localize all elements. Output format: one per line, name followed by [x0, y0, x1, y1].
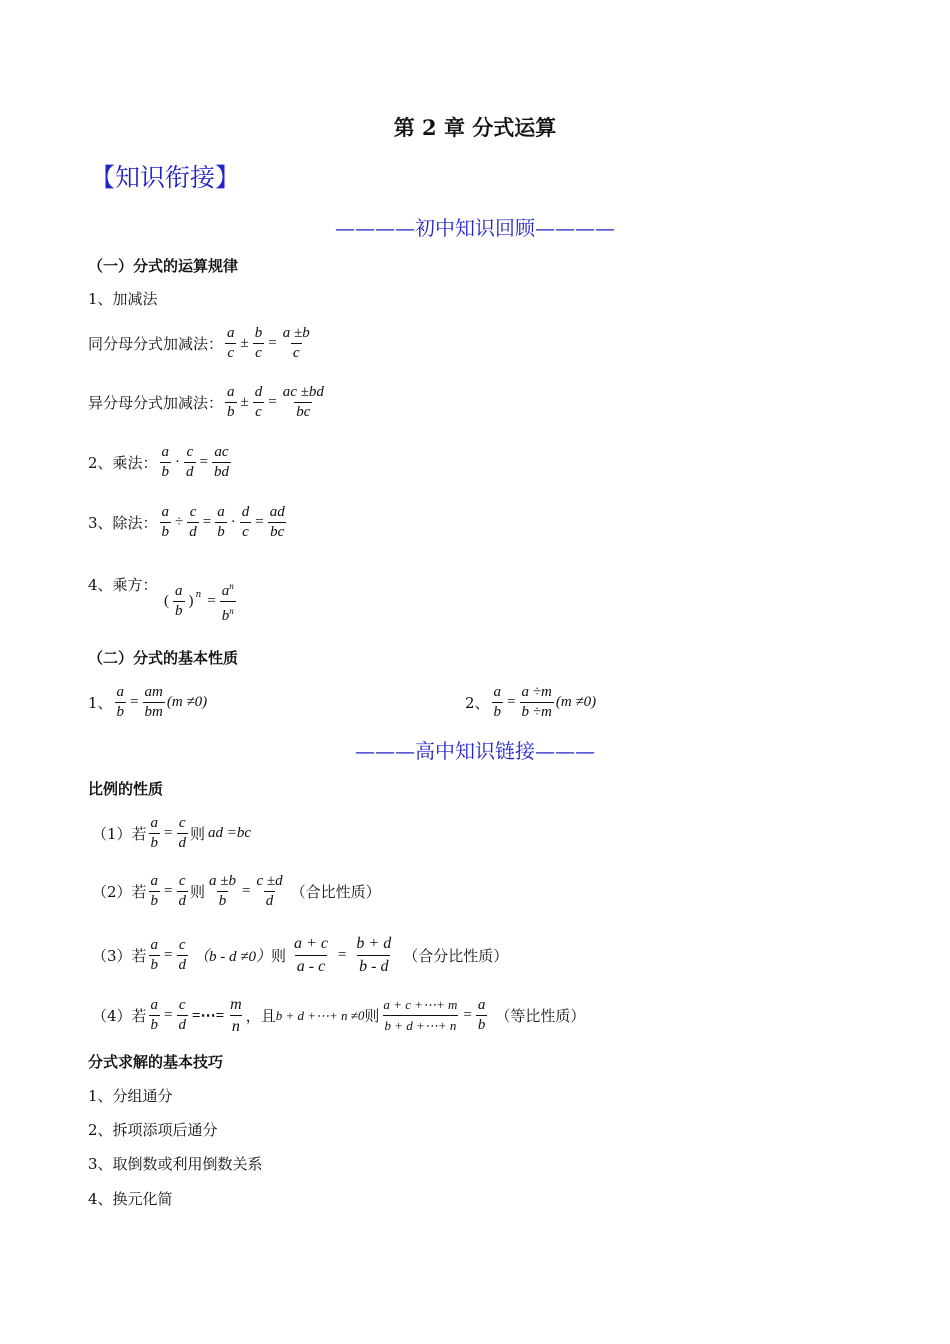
ratio-rule-3 [92, 933, 508, 978]
chapter-title: 第 2 章 分式运算 [393, 115, 557, 140]
r2-label: （2）若 [92, 883, 147, 901]
fraction: $\frac{c}{d}$ [178, 937, 187, 973]
senior-divider: ———高中知识链接——— [355, 739, 595, 763]
fraction: $\frac{b}{c}$ [254, 325, 263, 361]
fraction: $\frac{a}{b}$ [217, 504, 225, 540]
property-2 [465, 683, 596, 722]
fraction: $\frac{d}{c}$ [241, 504, 250, 540]
power-rule [162, 577, 238, 626]
equals-sign: = [242, 883, 251, 899]
note: （合分比性质） [403, 947, 509, 965]
division-rule [88, 503, 289, 542]
techniques-heading: 分式求解的基本技巧 [88, 1053, 224, 1071]
diff-denominator-rule [88, 383, 328, 422]
equals-sign: = [199, 454, 209, 470]
section2-heading: （二）分式的基本性质 [88, 649, 239, 667]
ratio-rule-1 [92, 814, 251, 853]
fraction: $\frac{c}{d}$ [189, 504, 197, 540]
r3-label: （3）若 [92, 947, 147, 965]
mult-label: 2、乘法： [88, 454, 158, 472]
ratio-heading: 比例的性质 [88, 780, 164, 798]
fraction: $\frac{a}{b}$ [493, 684, 502, 720]
right-paren: ) [188, 593, 194, 609]
p1-label: 1、 [88, 694, 113, 712]
then-text: 则 [190, 883, 206, 901]
ratio-rule-4 [92, 994, 585, 1037]
equals-sign: = [255, 514, 264, 530]
equals-sign: = [202, 514, 212, 530]
fraction: $\frac{a}{b}$ [116, 684, 125, 720]
technique-item: 1、分组通分 [88, 1087, 173, 1105]
fraction: $\frac{a + c +\cdots+ m}{b + d +\cdots+ n}$ [381, 995, 459, 1036]
property-1 [88, 683, 207, 722]
pm-sign: ± [240, 335, 249, 351]
p2-label: 2、 [465, 694, 490, 712]
condition: (m ≠0) [166, 694, 208, 710]
fraction: $\frac{a}{b}$ [161, 504, 170, 540]
fraction: $\frac{a \pm b}{b}$ [209, 873, 237, 909]
fraction: $\frac{c}{d}$ [178, 997, 187, 1033]
dot-sign: · [230, 514, 236, 530]
pm-sign: ± [240, 394, 249, 410]
then-text: 则 [364, 1007, 380, 1025]
exponent-n: n [195, 589, 202, 600]
equals-sign: = [463, 1007, 472, 1023]
left-paren: ( [164, 593, 169, 609]
equals-sign: = [337, 947, 347, 963]
fraction: $\frac{b + d}{b - d}$ [354, 933, 393, 978]
ellipsis-equals: =⋯= [192, 1008, 225, 1024]
fraction: $\frac{a}{c}$ [227, 325, 235, 361]
fraction: $\frac{d}{c}$ [254, 384, 263, 420]
equals-sign: = [164, 1007, 173, 1023]
condition: （b - d ≠0） [194, 949, 271, 965]
technique-item: 4、换元化简 [88, 1190, 173, 1208]
technique-item: 3、取倒数或利用倒数关系 [88, 1155, 263, 1173]
fraction: $\frac{a}{b}$ [150, 937, 159, 973]
fraction: $\frac{c \pm d}{d}$ [256, 873, 283, 909]
then-text: 则 [190, 825, 206, 843]
fraction-result: $\frac{a \div m}{b \div m}$ [521, 684, 552, 720]
r1-label: （1）若 [92, 825, 147, 843]
fraction-result: $\frac{ac \pm bd}{bc}$ [282, 384, 324, 420]
r4-label: （4）若 [92, 1007, 147, 1025]
fraction: $\frac{c}{d}$ [178, 815, 187, 851]
fraction: $\frac{c}{d}$ [178, 873, 187, 909]
fraction: $\frac{a}{b}$ [150, 815, 159, 851]
fraction-result: $\frac{am}{bm}$ [144, 684, 163, 720]
equals-sign: = [164, 947, 173, 963]
equals-sign: = [164, 883, 173, 899]
equals-sign: = [164, 825, 173, 841]
power-label: 4、乘方： [88, 576, 158, 594]
fraction: $\frac{a}{b}$ [227, 384, 235, 420]
fraction: $\frac{a + c}{a - c}$ [292, 933, 330, 978]
then-text: 则 [271, 947, 287, 965]
equals-sign: = [268, 394, 277, 410]
knowledge-heading: 【知识衔接】 [90, 163, 241, 192]
multiplication-rule [88, 443, 233, 482]
fraction: $\frac{a}{b}$ [150, 873, 159, 909]
same-denominator-rule [88, 324, 314, 363]
dot-sign: · [175, 454, 181, 470]
fraction-result: $\frac{ac}{bd}$ [214, 444, 230, 480]
and-text: ，且 [245, 1007, 276, 1025]
fraction: $\frac{a}{b}$ [477, 997, 486, 1033]
equals-sign: = [268, 335, 277, 351]
fraction-result: $\frac{a^n}{b^n}$ [221, 581, 234, 624]
result: ad =bc [208, 825, 252, 841]
fraction: $\frac{a}{b}$ [150, 997, 159, 1033]
diff-denom-label: 异分母分式加减法： [88, 394, 224, 412]
equals-sign: = [507, 694, 516, 710]
technique-item: 2、拆项添项后通分 [88, 1121, 218, 1139]
equals-sign: = [207, 593, 216, 609]
div-label: 3、除法： [88, 514, 158, 532]
junior-divider: ————初中知识回顾———— [335, 216, 615, 240]
note: （等比性质） [495, 1007, 586, 1025]
condition: b + d +⋯+ n ≠0 [275, 1007, 365, 1023]
fraction-result: $\frac{a \pm b}{c}$ [282, 325, 310, 361]
fraction: $\frac{c}{d}$ [186, 444, 194, 480]
fraction-result: $\frac{ad}{bc}$ [269, 504, 285, 540]
fraction: $\frac{m}{n}$ [230, 996, 242, 1035]
equals-sign: = [130, 694, 139, 710]
divide-sign: ÷ [175, 514, 184, 530]
fraction: $\frac{a}{b}$ [175, 583, 183, 619]
note: （合比性质） [290, 883, 381, 901]
item-add-sub: 1、加减法 [88, 290, 158, 308]
condition: (m ≠0) [555, 694, 597, 710]
same-denom-label: 同分母分式加减法： [88, 335, 224, 353]
section1-heading: （一）分式的运算规律 [88, 257, 239, 275]
ratio-rule-2 [92, 872, 381, 911]
fraction: $\frac{a}{b}$ [161, 444, 170, 480]
